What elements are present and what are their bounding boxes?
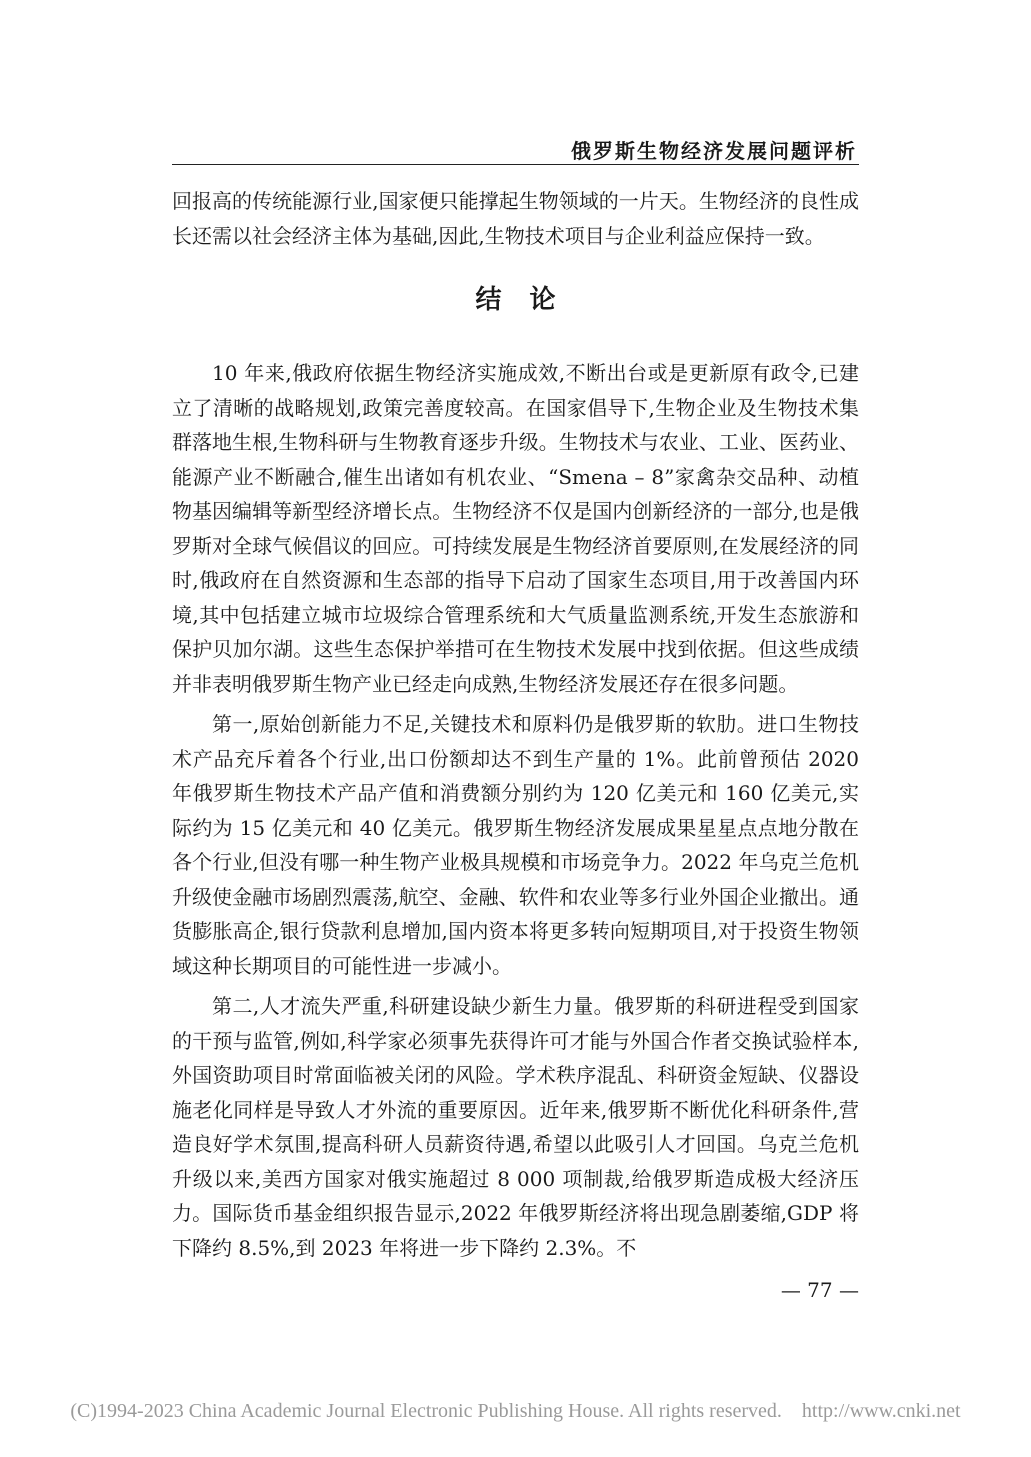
paragraph-3: 第二,人才流失严重,科研建设缺少新生力量。俄罗斯的科研进程受到国家的干预与监管,例如,科学家必须事先获得许可才能与外国合作者交换试验样本,外国资助项目时常面临被关闭的风险。学术秩序混乱、科研资金短缺、仪器设施老化同样是导致人才外流的重要原因。近年来,俄罗斯不断优化科研条件,营造良好学术氛围,提高科研人员薪资待遇,希望以此吸引人才回国。乌克兰危机升级以来,美西方国家对俄实施超过 8 000 项制裁,给俄罗斯造成极大经济压力。国际货币基金组织报告显示,2022 年俄罗斯经济将出现急剧萎缩,GDP 将下降约 8.5%,到 2023 年将进一步下降约 2.3%。不 — [172, 994, 859, 1260]
page-number: — 77 — — [780, 1278, 859, 1302]
copyright-footer — [0, 1396, 1031, 1426]
paragraph-1: 10 年来,俄政府依据生物经济实施成效,不断出台或是更新原有政令,已建立了清晰的战略规划,政策完善度较高。在国家倡导下,生物企业及生物技术集群落地生根,生物科研与生物教育逐步升级。生物技术与农业、工业、医药业、能源产业不断融合,催生出诸如有机农业、“Smena – 8”家禽杂交品种、动植物基因编辑等新型经济增长点。生物经济不仅是国内创新经济的一部分,也是俄罗斯对全球气候倡议的回应。可持续发展是生物经济首要原则,在发展经济的同时,俄政府在自然资源和生态部的指导下启动了国家生态项目,用于改善国内环境,其中包括建立城市垃圾综合管理系统和大气质量监测系统,开发生态旅游和保护贝加尔湖。这些生态保护举措可在生物技术发展中找到依据。但这些成绩并非表明俄罗斯生物产业已经走向成熟,生物经济发展还存在很多问题。 — [172, 361, 859, 696]
running-header-title: 俄罗斯生物经济发展问题评析 — [571, 139, 857, 163]
article-body — [172, 184, 859, 1265]
section-heading: 结论 — [475, 285, 584, 315]
copyright-text: (C)1994-2023 China Academic Journal Electronic Publishing House. All rights reserved. — [70, 1400, 782, 1422]
paragraph-2: 第一,原始创新能力不足,关键技术和原料仍是俄罗斯的软肋。进口生物技术产品充斥着各个行业,出口份额却达不到生产量的 1%。此前曾预估 2020 年俄罗斯生物技术产品产值和消费额分别约为 120 亿美元和 160 亿美元,实际约为 15 亿美元和 40 亿美元。俄罗斯生物经济发展成果星星点点地分散在各个行业,但没有哪一种生物产业极具规模和市场竞争力。2022 年乌克兰危机升级使金融市场剧烈震荡,航空、金融、软件和农业等多行业外国企业撤出。通货膨胀高企,银行贷款利息增加,国内资本将更多转向短期项目,对于投资生物领域这种长期项目的可能性进一步减小。 — [172, 712, 859, 978]
continued-paragraph: 回报高的传统能源行业,国家便只能撑起生物领域的一片天。生物经济的良性成长还需以社会经济主体为基础,因此,生物技术项目与企业利益应保持一致。 — [172, 189, 859, 248]
running-header — [172, 138, 859, 165]
cnki-url: http://www.cnki.net — [801, 1400, 961, 1422]
